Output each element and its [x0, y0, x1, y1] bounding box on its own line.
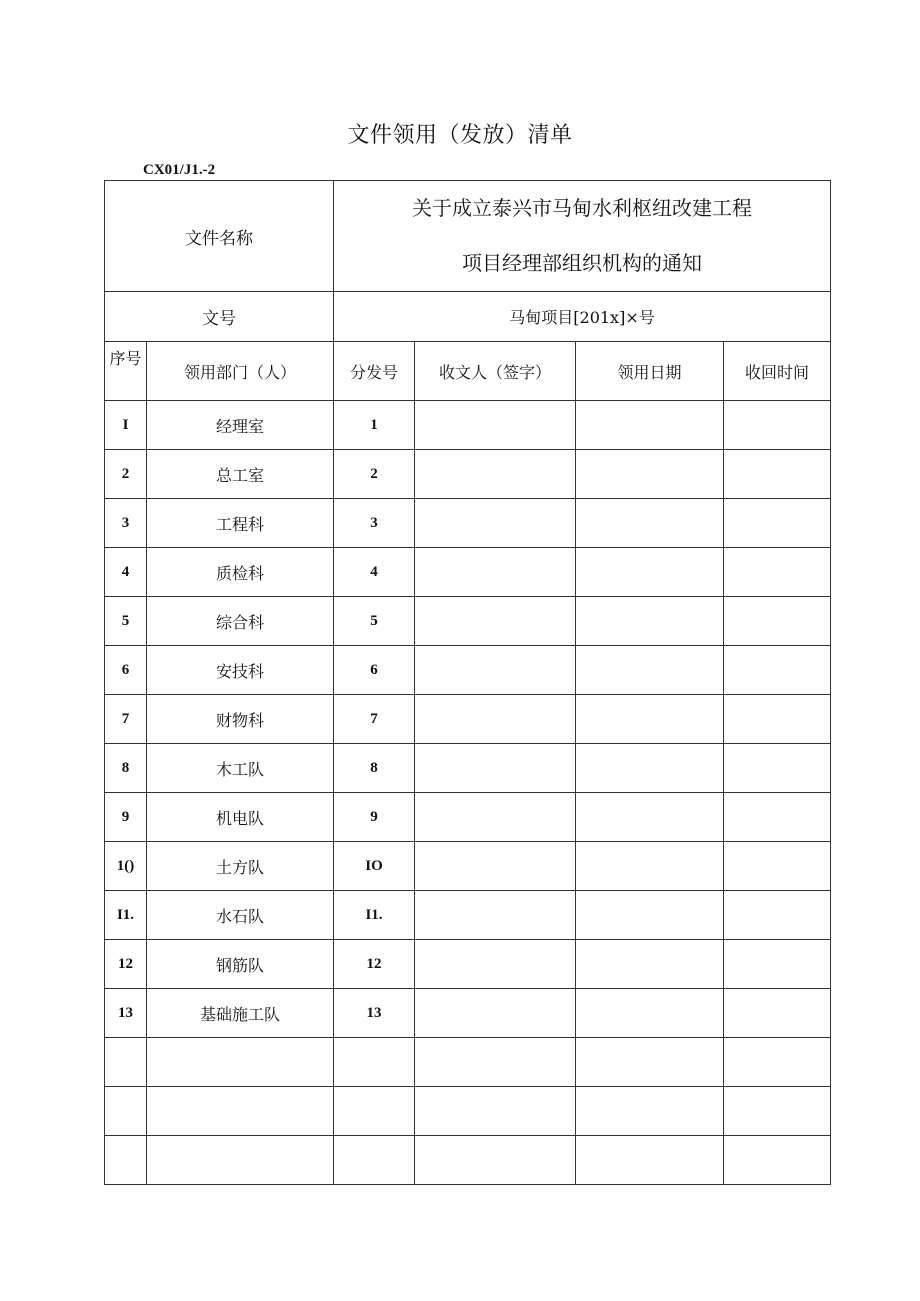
- dept-cell: 机电队: [147, 793, 334, 842]
- page-title: 文件领用（发放）清单: [347, 123, 573, 148]
- dist-no-cell: 4: [334, 548, 415, 597]
- seq-cell: I1.: [105, 891, 147, 940]
- seq-cell: 12: [105, 940, 147, 989]
- return-time-cell: [724, 695, 831, 744]
- dist-no-cell: [334, 1038, 415, 1087]
- dept-cell: 经理室: [147, 401, 334, 450]
- seq-cell: 9: [105, 793, 147, 842]
- dept-cell: [147, 1038, 334, 1087]
- table-row: [105, 744, 831, 793]
- table-row: [105, 1087, 831, 1136]
- table-row: [105, 401, 831, 450]
- receiver-signature-cell: [415, 401, 576, 450]
- receive-date-cell: [576, 499, 724, 548]
- return-time-cell: [724, 989, 831, 1038]
- receive-date-cell: [576, 450, 724, 499]
- receiver-signature-cell: [415, 597, 576, 646]
- seq-cell: 13: [105, 989, 147, 1038]
- receiver-signature-cell: [415, 499, 576, 548]
- return-time-cell: [724, 401, 831, 450]
- dist-no-cell: 1: [334, 401, 415, 450]
- header-seq: 序号: [105, 342, 147, 401]
- return-time-cell: [724, 646, 831, 695]
- receive-date-cell: [576, 940, 724, 989]
- receiver-signature-cell: [415, 646, 576, 695]
- seq-cell: 6: [105, 646, 147, 695]
- table-row: [105, 597, 831, 646]
- seq-cell: 4: [105, 548, 147, 597]
- return-time-cell: [724, 499, 831, 548]
- dist-no-cell: 12: [334, 940, 415, 989]
- receiver-signature-cell: [415, 695, 576, 744]
- return-time-cell: [724, 940, 831, 989]
- table-row: [105, 695, 831, 744]
- receive-date-cell: [576, 597, 724, 646]
- seq-cell: 8: [105, 744, 147, 793]
- receiver-signature-cell: [415, 793, 576, 842]
- dept-cell: [147, 1087, 334, 1136]
- dist-no-cell: 2: [334, 450, 415, 499]
- receive-date-cell: [576, 744, 724, 793]
- return-time-cell: [724, 1087, 831, 1136]
- dist-no-cell: 9: [334, 793, 415, 842]
- seq-cell: [105, 1087, 147, 1136]
- table-row: [105, 940, 831, 989]
- doc-no-value: 马甸项目[201x]×号: [334, 292, 831, 342]
- dist-no-cell: [334, 1087, 415, 1136]
- header-row: [105, 342, 831, 401]
- dept-cell: 财物科: [147, 695, 334, 744]
- receive-date-cell: [576, 793, 724, 842]
- header-return-time: 收回时间: [724, 342, 831, 401]
- table-row: [105, 1038, 831, 1087]
- dist-no-cell: I1.: [334, 891, 415, 940]
- return-time-cell: [724, 744, 831, 793]
- receive-date-cell: [576, 891, 724, 940]
- receive-date-cell: [576, 989, 724, 1038]
- seq-cell: I: [105, 401, 147, 450]
- dept-cell: 工程科: [147, 499, 334, 548]
- table-row: [105, 1136, 831, 1185]
- dist-no-cell: 3: [334, 499, 415, 548]
- table-row: [105, 793, 831, 842]
- dist-no-cell: 8: [334, 744, 415, 793]
- dept-cell: 钢筋队: [147, 940, 334, 989]
- doc-no-row: [105, 292, 831, 342]
- receiver-signature-cell: [415, 1136, 576, 1185]
- dept-cell: 水石队: [147, 891, 334, 940]
- table-row: [105, 842, 831, 891]
- header-dept: 领用部门（人）: [147, 342, 334, 401]
- table-row: [105, 989, 831, 1038]
- receiver-signature-cell: [415, 940, 576, 989]
- doc-name-row: [105, 181, 831, 292]
- table-row: [105, 548, 831, 597]
- receiver-signature-cell: [415, 744, 576, 793]
- dept-cell: 安技科: [147, 646, 334, 695]
- receiver-signature-cell: [415, 450, 576, 499]
- header-receive-date: 领用日期: [576, 342, 724, 401]
- seq-cell: 5: [105, 597, 147, 646]
- form-code: CX01/J1.-2: [143, 162, 216, 178]
- doc-name-line-1: 关于成立泰兴市马甸水利枢纽改建工程: [412, 196, 752, 220]
- doc-name-label: 文件名称: [105, 181, 334, 292]
- seq-cell: 1(): [105, 842, 147, 891]
- doc-name-line-2: 项目经理部组织机构的通知: [462, 251, 702, 275]
- dept-cell: [147, 1136, 334, 1185]
- return-time-cell: [724, 548, 831, 597]
- seq-cell: 7: [105, 695, 147, 744]
- doc-no-label: 文号: [105, 292, 334, 342]
- receive-date-cell: [576, 1136, 724, 1185]
- dept-cell: 基础施工队: [147, 989, 334, 1038]
- header-dist-no: 分发号: [334, 342, 415, 401]
- seq-cell: [105, 1136, 147, 1185]
- dist-no-cell: 13: [334, 989, 415, 1038]
- return-time-cell: [724, 842, 831, 891]
- doc-name-value: [334, 181, 831, 292]
- dist-no-cell: IO: [334, 842, 415, 891]
- receiver-signature-cell: [415, 842, 576, 891]
- header-receiver: 收文人（签字）: [415, 342, 576, 401]
- receive-date-cell: [576, 1087, 724, 1136]
- receiver-signature-cell: [415, 891, 576, 940]
- seq-cell: [105, 1038, 147, 1087]
- table-row: [105, 891, 831, 940]
- receive-date-cell: [576, 1038, 724, 1087]
- receive-date-cell: [576, 842, 724, 891]
- dist-no-cell: 6: [334, 646, 415, 695]
- return-time-cell: [724, 597, 831, 646]
- return-time-cell: [724, 450, 831, 499]
- receive-date-cell: [576, 695, 724, 744]
- dept-cell: 土方队: [147, 842, 334, 891]
- seq-cell: 2: [105, 450, 147, 499]
- receive-date-cell: [576, 401, 724, 450]
- dept-cell: 综合科: [147, 597, 334, 646]
- return-time-cell: [724, 891, 831, 940]
- dist-no-cell: 7: [334, 695, 415, 744]
- receiver-signature-cell: [415, 989, 576, 1038]
- dept-cell: 总工室: [147, 450, 334, 499]
- return-time-cell: [724, 793, 831, 842]
- seq-cell: 3: [105, 499, 147, 548]
- receiver-signature-cell: [415, 1087, 576, 1136]
- dist-no-cell: 5: [334, 597, 415, 646]
- dept-cell: 木工队: [147, 744, 334, 793]
- distribution-table: [104, 180, 831, 1185]
- receiver-signature-cell: [415, 548, 576, 597]
- receiver-signature-cell: [415, 1038, 576, 1087]
- dist-no-cell: [334, 1136, 415, 1185]
- receive-date-cell: [576, 548, 724, 597]
- table-row: [105, 646, 831, 695]
- table-row: [105, 499, 831, 548]
- return-time-cell: [724, 1038, 831, 1087]
- dept-cell: 质检科: [147, 548, 334, 597]
- receive-date-cell: [576, 646, 724, 695]
- return-time-cell: [724, 1136, 831, 1185]
- table-row: [105, 450, 831, 499]
